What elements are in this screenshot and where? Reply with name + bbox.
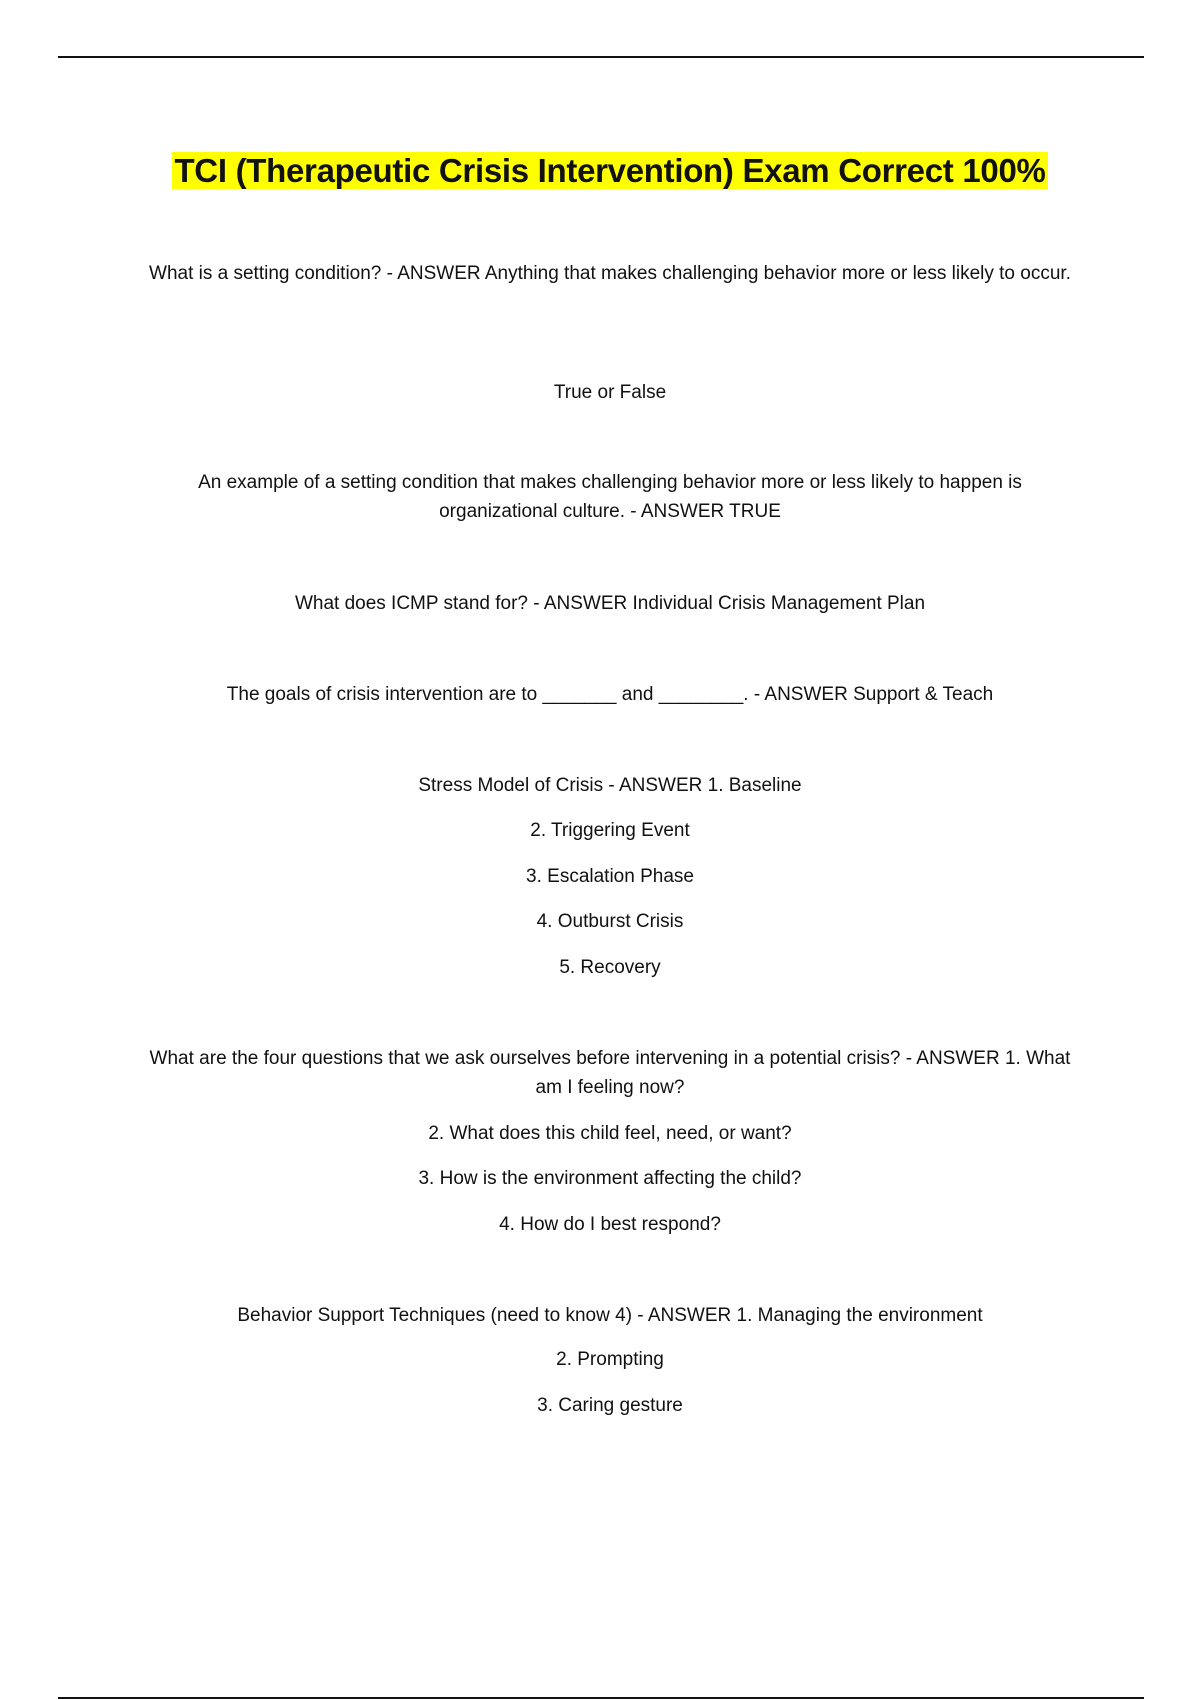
list-item-escalation-phase: 3. Escalation Phase	[526, 866, 694, 887]
list-item-recovery: 5. Recovery	[559, 957, 661, 978]
document-title: TCI (Therapeutic Crisis Intervention) Exam Correct 100%	[174, 152, 1046, 189]
paragraph-organizational-culture: An example of a setting condition that makes challenging behavior more or less likely to happen is organizational culture. - ANSWER TRUE	[198, 472, 1022, 522]
list-item-child-feel: 2. What does this child feel, need, or want?	[428, 1123, 792, 1144]
paragraph-stress-model: Stress Model of Crisis - ANSWER 1. Baseline	[418, 775, 802, 796]
title-block	[140, 146, 1080, 196]
list-item-best-respond: 4. How do I best respond?	[499, 1214, 721, 1235]
list-item-prompting: 2. Prompting	[556, 1349, 664, 1370]
footer-rule	[58, 1697, 1144, 1699]
list-item-outburst-crisis: 4. Outburst Crisis	[536, 911, 684, 932]
paragraph-setting-condition: What is a setting condition? - ANSWER Anything that makes challenging behavior more or less likely to occur.	[149, 263, 1071, 284]
list-item-caring-gesture: 3. Caring gesture	[537, 1395, 683, 1416]
paragraph-goals: The goals of crisis intervention are to _______ and ________. - ANSWER Support & Teach	[226, 684, 994, 705]
paragraph-four-questions: What are the four questions that we ask ourselves before intervening in a potential crisis? - ANSWER 1. What am I feeling now?	[149, 1048, 1071, 1098]
paragraph-icmp: What does ICMP stand for? - ANSWER Individual Crisis Management Plan	[294, 593, 926, 614]
list-item-environment: 3. How is the environment affecting the child?	[418, 1168, 802, 1189]
paragraph-behavior-support: Behavior Support Techniques (need to know 4) - ANSWER 1. Managing the environment	[237, 1305, 983, 1326]
header-rule	[58, 56, 1144, 58]
paragraph-true-or-false: True or False	[553, 382, 667, 403]
list-item-triggering-event: 2. Triggering Event	[530, 820, 690, 841]
